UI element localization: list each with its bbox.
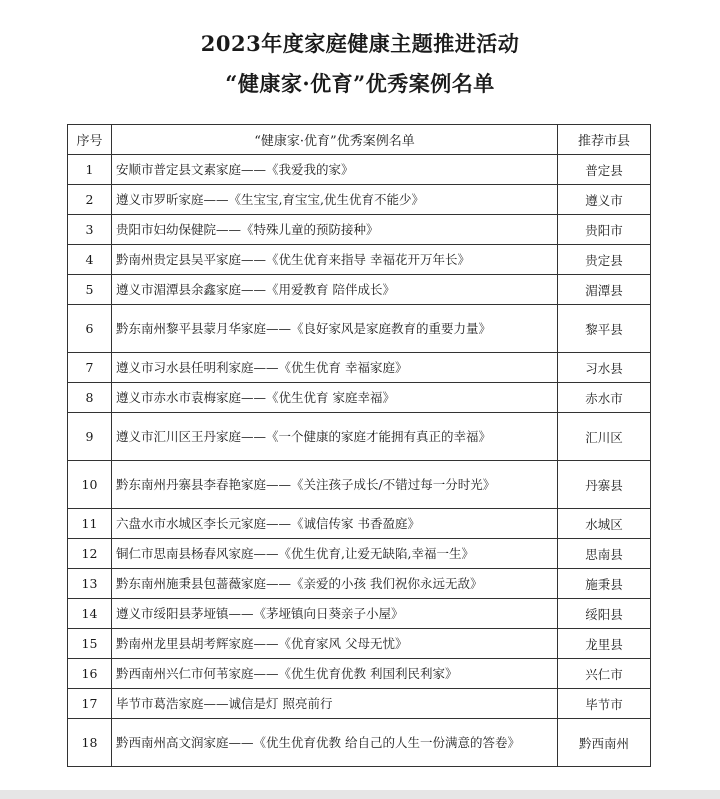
row-city: 习水县	[558, 353, 651, 383]
row-city: 毕节市	[558, 689, 651, 719]
row-number: 6	[68, 305, 112, 353]
bottom-scroll-strip	[0, 790, 720, 799]
row-number: 10	[68, 461, 112, 509]
cases-table	[67, 124, 651, 767]
row-case-name: 黔东南州丹寨县李春艳家庭——《关注孩子成长/不错过每一分时光》	[112, 461, 558, 509]
row-city: 遵义市	[558, 185, 651, 215]
row-number: 18	[68, 719, 112, 767]
row-number: 7	[68, 353, 112, 383]
row-city: 普定县	[558, 155, 651, 185]
row-city: 思南县	[558, 539, 651, 569]
row-city: 赤水市	[558, 383, 651, 413]
row-case-name: 六盘水市水城区李长元家庭——《诚信传家 书香盈庭》	[112, 509, 558, 539]
table-row	[68, 539, 651, 569]
row-city: 水城区	[558, 509, 651, 539]
row-city: 兴仁市	[558, 659, 651, 689]
table-row	[68, 413, 651, 461]
row-city: 黔西南州	[558, 719, 651, 767]
row-number: 5	[68, 275, 112, 305]
page-title: 2023年度家庭健康主题推进活动	[200, 31, 520, 56]
table-row	[68, 383, 651, 413]
row-city: 汇川区	[558, 413, 651, 461]
row-case-name: 毕节市葛浩家庭——诚信是灯 照亮前行	[112, 689, 558, 719]
row-number: 9	[68, 413, 112, 461]
row-city: 绥阳县	[558, 599, 651, 629]
row-case-name: 遵义市绥阳县茅垭镇——《茅垭镇向日葵亲子小屋》	[112, 599, 558, 629]
table-row	[68, 155, 651, 185]
table-row	[68, 245, 651, 275]
row-case-name: 黔西南州兴仁市何苇家庭——《优生优育优教 利国利民利家》	[112, 659, 558, 689]
row-city: 贵定县	[558, 245, 651, 275]
table-row	[68, 215, 651, 245]
row-city: 龙里县	[558, 629, 651, 659]
row-case-name: 铜仁市思南县杨春风家庭——《优生优育,让爱无缺陷,幸福一生》	[112, 539, 558, 569]
table-row	[68, 629, 651, 659]
table-row	[68, 509, 651, 539]
row-number: 3	[68, 215, 112, 245]
row-case-name: 遵义市汇川区王丹家庭——《一个健康的家庭才能拥有真正的幸福》	[112, 413, 558, 461]
row-case-name: 遵义市赤水市袁梅家庭——《优生优育 家庭幸福》	[112, 383, 558, 413]
row-city: 丹寨县	[558, 461, 651, 509]
row-number: 12	[68, 539, 112, 569]
table-row	[68, 305, 651, 353]
table-row	[68, 659, 651, 689]
page-subtitle: “健康家·优育”优秀案例名单	[225, 71, 495, 96]
row-case-name: 黔南州贵定县吴平家庭——《优生优育来指导 幸福花开万年长》	[112, 245, 558, 275]
header-case-name: “健康家·优育”优秀案例名单	[112, 125, 558, 155]
row-city: 湄潭县	[558, 275, 651, 305]
table-row	[68, 719, 651, 767]
table-row	[68, 599, 651, 629]
row-number: 1	[68, 155, 112, 185]
row-city: 施秉县	[558, 569, 651, 599]
table-row	[68, 689, 651, 719]
row-case-name: 黔东南州施秉县包蔷薇家庭——《亲爱的小孩 我们祝你永远无敌》	[112, 569, 558, 599]
row-number: 16	[68, 659, 112, 689]
row-case-name: 黔南州龙里县胡考辉家庭——《优育家风 父母无忧》	[112, 629, 558, 659]
row-case-name: 贵阳市妇幼保健院——《特殊儿童的预防接种》	[112, 215, 558, 245]
row-case-name: 安顺市普定县文素家庭——《我爱我的家》	[112, 155, 558, 185]
row-number: 4	[68, 245, 112, 275]
header-city: 推荐市县	[558, 125, 651, 155]
row-case-name: 遵义市习水县任明利家庭——《优生优育 幸福家庭》	[112, 353, 558, 383]
table-row	[68, 185, 651, 215]
row-number: 17	[68, 689, 112, 719]
table-row	[68, 353, 651, 383]
row-number: 8	[68, 383, 112, 413]
table-row	[68, 461, 651, 509]
row-case-name: 遵义市湄潭县余鑫家庭——《用爱教育 陪伴成长》	[112, 275, 558, 305]
table-header-row	[68, 125, 651, 155]
row-case-name: 遵义市罗昕家庭——《生宝宝,育宝宝,优生优育不能少》	[112, 185, 558, 215]
header-number: 序号	[68, 125, 112, 155]
row-case-name: 黔西南州高文润家庭——《优生优育优教 给自己的人生一份满意的答卷》	[112, 719, 558, 767]
row-number: 15	[68, 629, 112, 659]
row-number: 2	[68, 185, 112, 215]
row-city: 黎平县	[558, 305, 651, 353]
row-number: 11	[68, 509, 112, 539]
row-case-name: 黔东南州黎平县蒙月华家庭——《良好家风是家庭教育的重要力量》	[112, 305, 558, 353]
table-row	[68, 275, 651, 305]
row-number: 13	[68, 569, 112, 599]
table-row	[68, 569, 651, 599]
row-number: 14	[68, 599, 112, 629]
row-city: 贵阳市	[558, 215, 651, 245]
